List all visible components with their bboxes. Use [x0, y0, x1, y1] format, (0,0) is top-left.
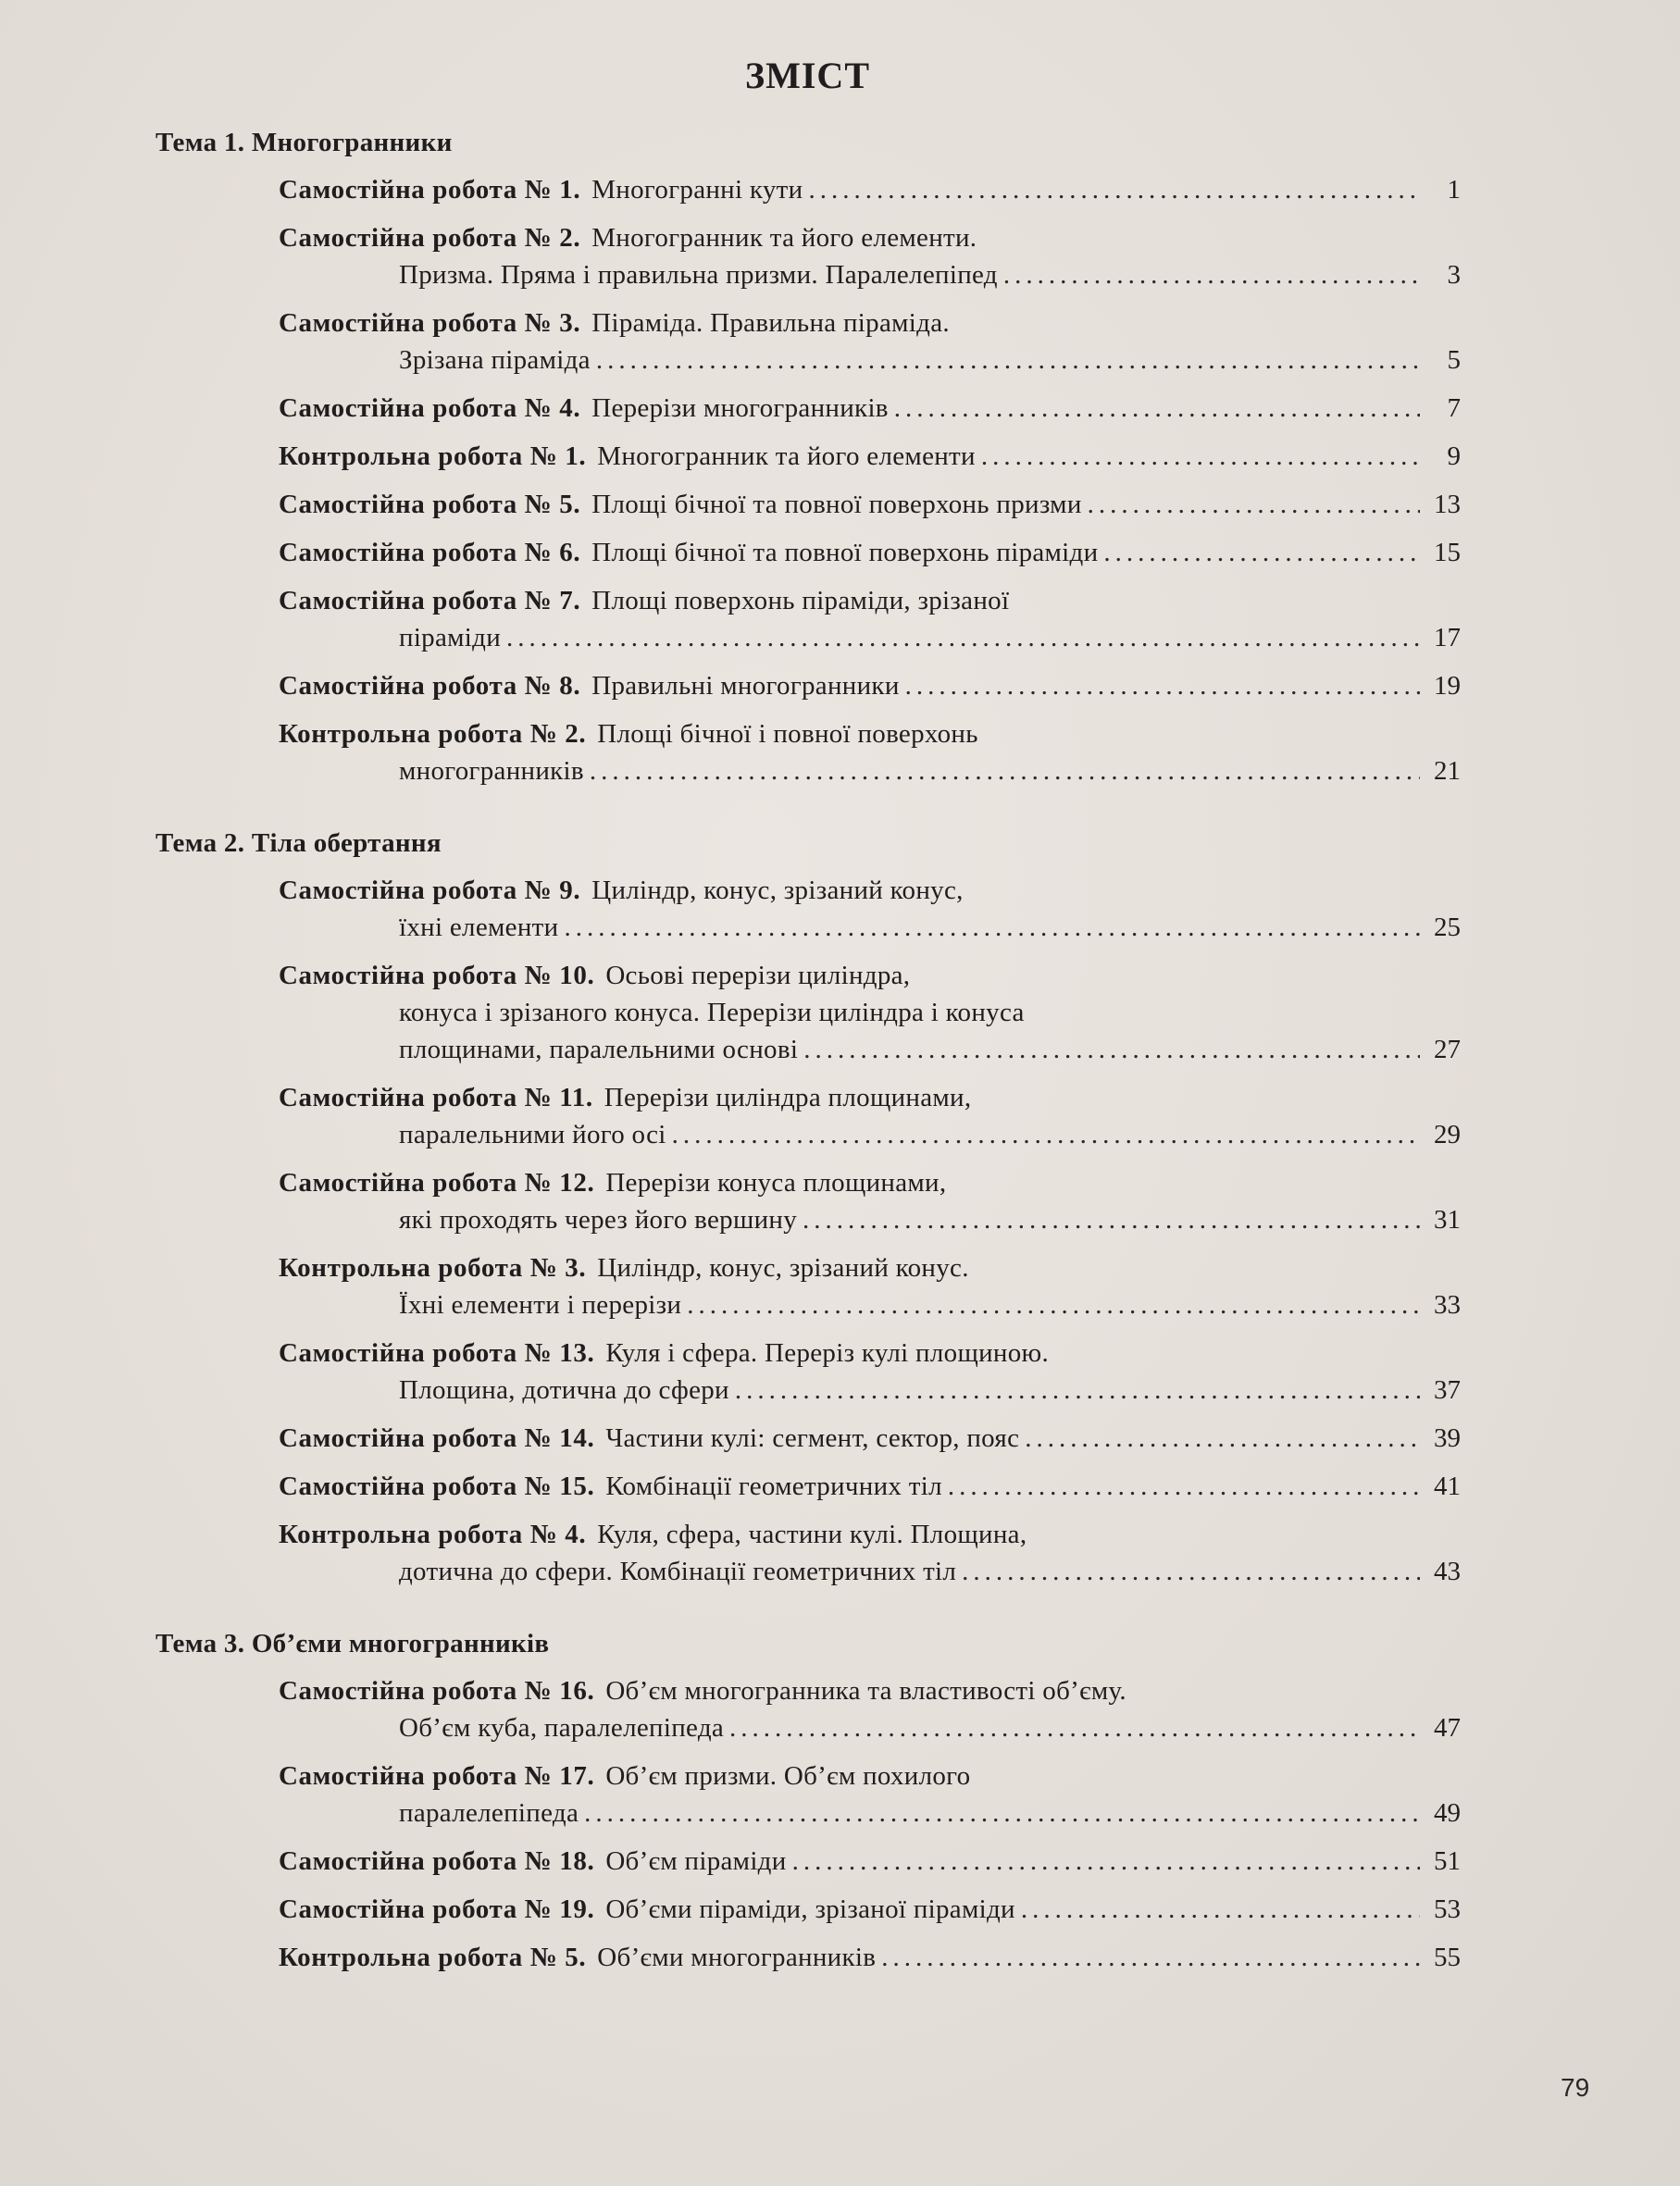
- entry-label: Самостійна робота № 5.: [279, 490, 581, 519]
- entry-page-number: 5: [1447, 345, 1461, 375]
- entry-label: Контрольна робота № 2.: [279, 719, 587, 749]
- dot-leader: [894, 390, 1420, 427]
- entry-label: Самостійна робота № 6.: [279, 538, 581, 567]
- entry-label: Самостійна робота № 19.: [279, 1894, 595, 1924]
- entry-label: Самостійна робота № 16.: [279, 1676, 595, 1706]
- entry-title-text: Площина, дотична до сфери: [399, 1375, 729, 1405]
- toc-entry-line: [279, 582, 1461, 619]
- toc-entry-line: [279, 1709, 1461, 1746]
- entry-title-text: Об’єм призми. Об’єм похилого: [605, 1761, 971, 1791]
- toc-entry[interactable]: [279, 1516, 1461, 1590]
- dot-leader: [792, 1843, 1420, 1880]
- entry-title-text: Об’єм куба, паралелепіпеда: [399, 1713, 725, 1743]
- entry-title-text: площинами, паралельними основі: [399, 1035, 799, 1064]
- entry-page-number: 41: [1434, 1472, 1461, 1501]
- entry-title-text: Куля і сфера. Переріз кулі площиною.: [605, 1338, 1050, 1368]
- entry-page-number: 33: [1434, 1290, 1461, 1320]
- dot-leader: [1003, 256, 1420, 293]
- entry-page-number: 9: [1447, 441, 1461, 471]
- toc-entry[interactable]: [279, 1843, 1461, 1880]
- entry-title-text: конуса і зрізаного конуса. Перерізи циліндра і конуса: [399, 998, 1025, 1027]
- section-title: Тема 1. Многогранники: [156, 128, 453, 157]
- entry-page-number: 51: [1434, 1846, 1461, 1876]
- entry-title-text: Площі поверхонь піраміди, зрізаної: [591, 586, 1010, 615]
- entry-label: Самостійна робота № 11.: [279, 1083, 593, 1112]
- entry-title-text: Многогранник та його елементи: [597, 441, 976, 471]
- toc-entry-line: [279, 256, 1461, 293]
- toc-entry-line: [279, 1116, 1461, 1153]
- entry-title-text: Многогранні кути: [591, 175, 803, 205]
- toc-entry-line: [279, 715, 1461, 752]
- entry-label: Самостійна робота № 18.: [279, 1846, 595, 1876]
- entry-page-number: 3: [1447, 260, 1461, 290]
- toc-entry[interactable]: [279, 219, 1461, 293]
- toc-entry-line: [279, 1843, 1461, 1880]
- toc-entry[interactable]: [279, 534, 1461, 571]
- toc-entry[interactable]: [279, 438, 1461, 475]
- entry-title-text: Об’єми піраміди, зрізаної піраміди: [605, 1894, 1015, 1924]
- entry-label: Самостійна робота № 12.: [279, 1168, 595, 1198]
- entry-title-text: піраміди: [399, 623, 502, 652]
- entry-title-text: Зрізана піраміда: [399, 345, 591, 375]
- entry-title-text: паралельними його осі: [399, 1120, 666, 1149]
- entry-page-number: 29: [1434, 1120, 1461, 1149]
- toc-entry[interactable]: [279, 582, 1461, 656]
- toc-entry-line: [279, 1164, 1461, 1201]
- toc-entry-line: [279, 1553, 1461, 1590]
- entry-label: Самостійна робота № 3.: [279, 308, 581, 338]
- dot-leader: [506, 619, 1420, 656]
- dot-leader: [881, 1939, 1420, 1976]
- dot-leader: [564, 909, 1420, 946]
- entry-title-text: Циліндр, конус, зрізаний конус,: [591, 876, 964, 905]
- entry-title-text: Перерізи циліндра площинами,: [604, 1083, 972, 1112]
- toc-entry-line: [279, 1672, 1461, 1709]
- toc-section: [156, 1629, 1461, 1976]
- toc-entry-line: [279, 619, 1461, 656]
- dot-leader: [1025, 1420, 1420, 1457]
- entry-page-number: 27: [1434, 1035, 1461, 1064]
- toc-entry-line: [279, 1372, 1461, 1409]
- entry-label: Контрольна робота № 4.: [279, 1520, 587, 1549]
- toc-entry[interactable]: [279, 390, 1461, 427]
- entry-label: Контрольна робота № 5.: [279, 1943, 587, 1972]
- toc-entry[interactable]: [279, 304, 1461, 379]
- entry-title-text: Призма. Пряма і правильна призми. Паралелепіпед: [399, 260, 998, 290]
- entry-label: Самостійна робота № 10.: [279, 961, 595, 990]
- entry-label: Самостійна робота № 9.: [279, 876, 581, 905]
- toc-entry[interactable]: [279, 715, 1461, 789]
- toc-entry-line: [279, 171, 1461, 208]
- dot-leader: [729, 1709, 1420, 1746]
- toc-entry-line: [279, 1420, 1461, 1457]
- toc-entry[interactable]: [279, 171, 1461, 208]
- toc-entry-line: [279, 752, 1461, 789]
- entry-page-number: 37: [1434, 1375, 1461, 1405]
- dot-leader: [1021, 1891, 1420, 1928]
- entry-page-number: 1: [1447, 175, 1461, 205]
- section-title: Тема 2. Тіла обертання: [156, 828, 442, 858]
- toc-entry-line: [279, 957, 1461, 994]
- toc-entry-line: [279, 534, 1461, 571]
- table-of-contents: [156, 128, 1461, 2015]
- entry-label: Самостійна робота № 13.: [279, 1338, 595, 1368]
- dot-leader: [672, 1116, 1420, 1153]
- toc-entry-line: [279, 304, 1461, 342]
- entry-title-text: Об’єми многогранників: [597, 1943, 877, 1972]
- toc-entry[interactable]: [279, 1939, 1461, 1976]
- entry-label: Самостійна робота № 4.: [279, 393, 581, 423]
- entry-page-number: 21: [1434, 756, 1461, 786]
- toc-entry[interactable]: [279, 1420, 1461, 1457]
- entry-title-text: Об’єм многогранника та властивості об’єму.: [605, 1676, 1126, 1706]
- dot-leader: [905, 667, 1420, 704]
- entry-label: Самостійна робота № 17.: [279, 1761, 595, 1791]
- toc-entry-line: [279, 1757, 1461, 1795]
- entry-title-text: Об’єм піраміди: [605, 1846, 787, 1876]
- page-number: 79: [1561, 2073, 1590, 2102]
- entry-title-text: Площі бічної та повної поверхонь призми: [591, 490, 1082, 519]
- entry-page-number: 53: [1434, 1894, 1461, 1924]
- entry-page-number: 15: [1434, 538, 1461, 567]
- entry-title-text: Площі бічної та повної поверхонь піраміди: [591, 538, 1099, 567]
- toc-entry-line: [279, 1939, 1461, 1976]
- entry-title-text: Циліндр, конус, зрізаний конус.: [597, 1253, 969, 1283]
- entry-label: Самостійна робота № 7.: [279, 586, 581, 615]
- toc-entry-line: [279, 1079, 1461, 1116]
- dot-leader: [803, 1201, 1420, 1238]
- dot-leader: [948, 1468, 1420, 1505]
- dot-leader: [687, 1286, 1420, 1323]
- entry-page-number: 13: [1434, 490, 1461, 519]
- entry-page-number: 19: [1434, 671, 1461, 701]
- entry-title-text: Їхні елементи і перерізи: [399, 1290, 682, 1320]
- dot-leader: [808, 171, 1420, 208]
- toc-entry-line: [279, 390, 1461, 427]
- toc-entry-line: [279, 342, 1461, 379]
- toc-entry[interactable]: [279, 872, 1461, 946]
- entry-page-number: 39: [1434, 1423, 1461, 1453]
- entry-page-number: 7: [1447, 393, 1461, 423]
- dot-leader: [590, 752, 1420, 789]
- entry-title-text: Перерізи конуса площинами,: [605, 1168, 947, 1198]
- toc-entry-line: [279, 1201, 1461, 1238]
- entry-title-text: Перерізи многогранників: [591, 393, 889, 423]
- toc-entry-line: [279, 438, 1461, 475]
- toc-entry-line: [279, 667, 1461, 704]
- entry-title-text: Комбінації геометричних тіл: [605, 1472, 942, 1501]
- dot-leader: [803, 1031, 1420, 1068]
- toc-section: [156, 828, 1461, 1590]
- entry-title-text: дотична до сфери. Комбінації геометричних тіл: [399, 1557, 957, 1586]
- entry-page-number: 43: [1434, 1557, 1461, 1586]
- dot-leader: [1088, 486, 1420, 523]
- toc-entry-line: [279, 219, 1461, 256]
- entry-title-text: Піраміда. Правильна піраміда.: [591, 308, 950, 338]
- dot-leader: [962, 1553, 1420, 1590]
- toc-entry[interactable]: [279, 1891, 1461, 1928]
- entry-title-text: паралелепіпеда: [399, 1798, 579, 1828]
- toc-entry-line: [279, 1286, 1461, 1323]
- entry-label: Самостійна робота № 8.: [279, 671, 581, 701]
- toc-entry[interactable]: [279, 1249, 1461, 1323]
- toc-entry[interactable]: [279, 667, 1461, 704]
- dot-leader: [1103, 534, 1420, 571]
- toc-entry-line: [279, 1891, 1461, 1928]
- toc-entry[interactable]: [279, 1164, 1461, 1238]
- toc-entry[interactable]: [279, 1468, 1461, 1505]
- page-title: ЗМІСТ: [745, 55, 870, 96]
- entry-page-number: 47: [1434, 1713, 1461, 1743]
- entry-page-number: 31: [1434, 1205, 1461, 1235]
- entry-label: Контрольна робота № 3.: [279, 1253, 587, 1283]
- toc-entry-line: [279, 872, 1461, 909]
- toc-entry[interactable]: [279, 957, 1461, 1068]
- toc-entry[interactable]: [279, 1672, 1461, 1746]
- entry-label: Контрольна робота № 1.: [279, 441, 587, 471]
- entry-label: Самостійна робота № 1.: [279, 175, 581, 205]
- toc-entry-line: [279, 994, 1461, 1031]
- entry-title-text: Многогранник та його елементи.: [591, 223, 977, 253]
- entry-title-text: їхні елементи: [399, 913, 559, 942]
- entry-label: Самостійна робота № 14.: [279, 1423, 595, 1453]
- toc-entry[interactable]: [279, 1079, 1461, 1153]
- dot-leader: [596, 342, 1420, 379]
- toc-entry-line: [279, 1249, 1461, 1286]
- entry-page-number: 49: [1434, 1798, 1461, 1828]
- entry-title-text: многогранників: [399, 756, 584, 786]
- entry-title-text: Частини кулі: сегмент, сектор, пояс: [605, 1423, 1020, 1453]
- entry-page-number: 55: [1434, 1943, 1461, 1972]
- toc-entry-line: [279, 909, 1461, 946]
- entry-title-text: Куля, сфера, частини кулі. Площина,: [597, 1520, 1027, 1549]
- entry-page-number: 17: [1434, 623, 1461, 652]
- toc-entry[interactable]: [279, 1757, 1461, 1832]
- entry-title-text: Площі бічної і повної поверхонь: [597, 719, 978, 749]
- toc-entry-line: [279, 1335, 1461, 1372]
- dot-leader: [981, 438, 1420, 475]
- entry-title-text: які проходять через його вершину: [399, 1205, 798, 1235]
- dot-leader: [735, 1372, 1420, 1409]
- entry-label: Самостійна робота № 2.: [279, 223, 581, 253]
- toc-entry-line: [279, 486, 1461, 523]
- toc-entry[interactable]: [279, 1335, 1461, 1409]
- dot-leader: [584, 1795, 1420, 1832]
- toc-entry-line: [279, 1795, 1461, 1832]
- toc-entry[interactable]: [279, 486, 1461, 523]
- entry-title-text: Правильні многогранники: [591, 671, 900, 701]
- section-title: Тема 3. Об’єми многогранників: [156, 1629, 550, 1658]
- entry-label: Самостійна робота № 15.: [279, 1472, 595, 1501]
- entry-title-text: Осьові перерізи циліндра,: [605, 961, 911, 990]
- entry-page-number: 25: [1434, 913, 1461, 942]
- toc-entry-line: [279, 1031, 1461, 1068]
- toc-entry-line: [279, 1468, 1461, 1505]
- toc-section: [156, 128, 1461, 789]
- toc-entry-line: [279, 1516, 1461, 1553]
